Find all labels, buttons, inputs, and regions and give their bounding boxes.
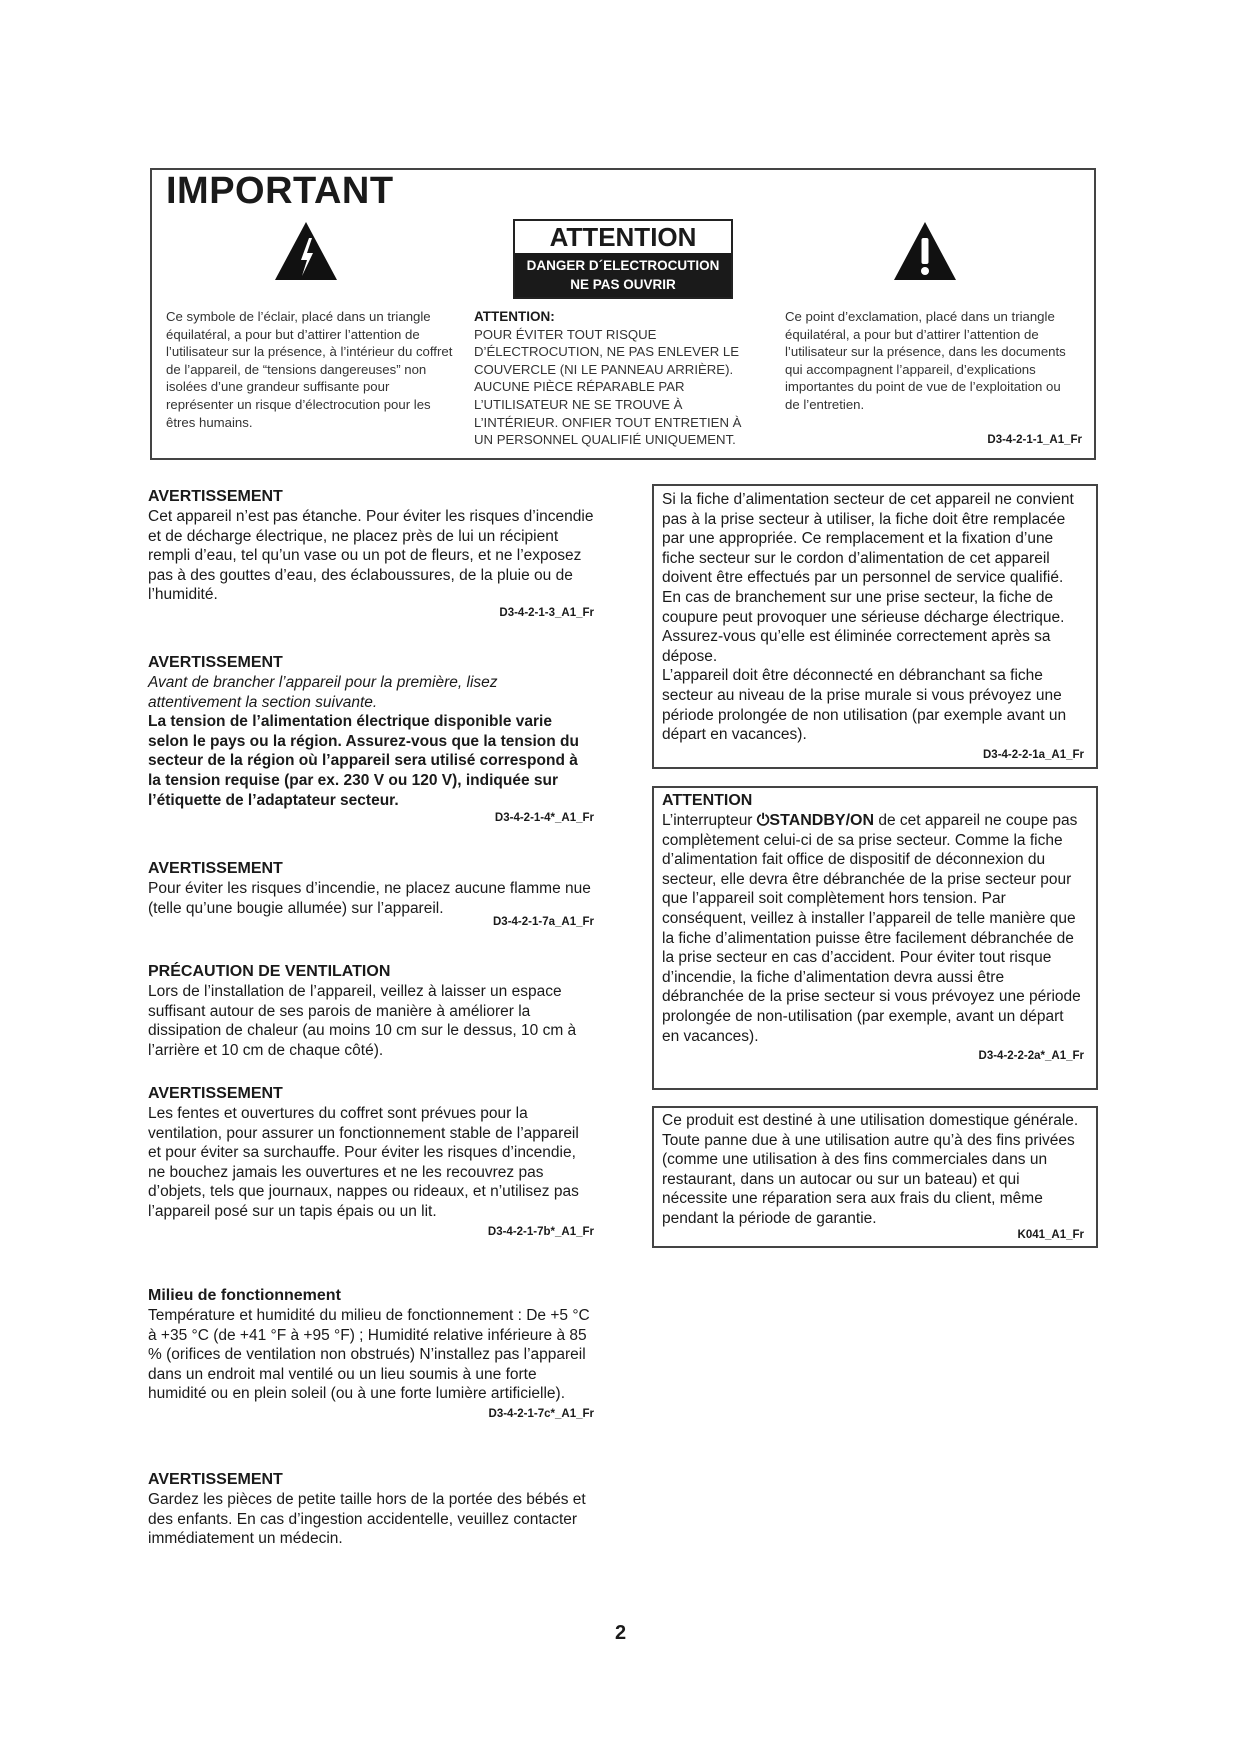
box-code: D3-4-2-2-1a_A1_Fr xyxy=(983,748,1084,761)
section-body: Pour éviter les risques d’incendie, ne placez aucune flamme nue (telle qu’une bougie allumée) sur l’appareil. xyxy=(148,880,591,917)
section-title: AVERTISSEMENT xyxy=(148,860,283,877)
box-body-pre: L’interrupteur xyxy=(662,812,757,829)
important-title: IMPORTANT xyxy=(166,170,394,212)
page-number: 2 xyxy=(614,1622,627,1644)
lightning-symbol-text: Ce symbole de l’éclair, placé dans un triangle équilatéral, a pour but d’attirer l’attention de l’utilisateur sur la présence, à l’intérieur du coffret de l’appareil, de “tensions dangereuses” non isolées d’une grandeur suffisante pour représenter un risque d’électrocution pour les êtres humains. xyxy=(166,309,453,430)
operating-environment xyxy=(148,1286,594,1420)
section-title: AVERTISSEMENT xyxy=(148,654,283,671)
danger-line-2: NE PAS OUVRIR xyxy=(570,277,676,292)
header-code: D3-4-2-1-1_A1_Fr xyxy=(987,434,1082,446)
section-italic-note: Avant de brancher l’appareil pour la première, lisez attentivement la section suivante. xyxy=(148,674,498,711)
section-code: D3-4-2-1-4*_A1_Fr xyxy=(494,812,594,825)
warning-small-parts xyxy=(148,1470,594,1549)
section-body: Les fentes et ouvertures du coffret sont prévues pour la ventilation, pour assurer un fonctionnement stable de l’appareil et pour éviter sa surchauffe. Pour éviter les risques d’incendie, ne bouchez jamais les ouvertures et ne les recouvrez pas d’objets, tels que journaux, nappes ou rideaux, et n’utilisez pas l’appareil posé sur un tapis épais ou un lit. xyxy=(148,1105,579,1220)
box-body-post: de cet appareil ne coupe pas complètement celui-ci de sa prise secteur. Comme la fiche d’alimentation fait office de dispositif de déconnexion du secteur, elle devra être débranchée de la prise secteur pour que l’appareil soit complètement hors tension. Par conséquent, veillez à installer l’appareil de telle manière que la fiche d’alimentation puisse être facilement débranchée de la prise secteur en cas d’accident. Pour éviter tout risque d’incendie, la fiche d’alimentation devra aussi être débranchée de la prise secteur si vous prévoyez une période prolongée de non-utilisation (par exemple, avant un départ en vacances). xyxy=(662,812,1081,1045)
attention-text: POUR ÉVITER TOUT RISQUE D’ÉLECTROCUTION, NE PAS ENLEVER LE COUVERCLE (NI LE PANNEAU ARRIÈRE). AUCUNE PIÈCE RÉPARABLE PAR L’UTILISATEUR NE SE TROUVE À L’INTÉRIEUR. ONFIER TOUT ENTRETIEN À UN PERSONNEL QUALIFIÉ UNIQUEMENT. xyxy=(474,326,742,448)
section-body: Cet appareil n’est pas étanche. Pour éviter les risques d’incendie et de décharge électrique, ne placez près de lui un récipient rempli d’eau, tel qu’un vase ou un pot de fleurs, et ne l’exposez pas à des gouttes d’eau, des éclaboussures, de la pluie ou de l’humidité. xyxy=(148,508,594,604)
section-title: PRÉCAUTION DE VENTILATION xyxy=(148,963,391,980)
warning-water xyxy=(148,487,594,619)
danger-line-1: DANGER D´ELECTROCUTION xyxy=(526,258,720,273)
standby-attention-box xyxy=(652,786,1098,1090)
attention-column xyxy=(474,308,764,449)
exclamation-symbol-text: Ce point d’exclamation, placé dans un triangle équilatéral, a pour but d’attirer l’attention de l’utilisateur sur la présence, dans les documents qui accompagnent l’appareil, d’explications importantes du point de vue de l’exploitation ou de l’entretien. xyxy=(785,309,1066,412)
box-title: ATTENTION xyxy=(662,792,753,809)
plug-replacement-box xyxy=(652,484,1098,769)
section-title: AVERTISSEMENT xyxy=(148,1085,283,1102)
box-body: Ce produit est destiné à une utilisation domestique générale. Toute panne due à une utilisation autre qu’à des fins privées (comme une utilisation à des fins commerciales dans un restaurant, dans un autocar ou sur un bateau) et qui nécessite une réparation sera aux frais du client, même pendant la période de garantie. xyxy=(662,1112,1079,1227)
section-body: Température et humidité du milieu de fonctionnement : De +5 °C à +35 °C (de +41 °F à +95 °F) ; Humidité relative inférieure à 85 % (orifices de ventilation non obstrués) N’installez pas l’appareil dans un endroit mal ventilé ou un lieu soumis à une forte humidité ou en plein soleil (ou à une forte lumière artificielle). xyxy=(148,1307,590,1403)
lightning-warning-icon xyxy=(273,220,339,282)
box-body: Si la fiche d’alimentation secteur de cet appareil ne convient pas à la prise secteur à utiliser, la fiche doit être remplacée par une appropriée. Ce remplacement et la fixation d’une fiche secteur sur le cordon d’alimentation de cet appareil doivent être effectués par un personnel de service qualifié. En cas de branchement sur une prise secteur, la fiche de coupure peut provoquer une sérieuse décharge électrique. Assurez-vous qu’elle est éliminée correctement après sa dépose. xyxy=(662,491,1074,665)
warning-flame xyxy=(148,859,594,928)
section-code: D3-4-2-1-7b*_A1_Fr xyxy=(487,1225,594,1238)
section-code: D3-4-2-1-7a_A1_Fr xyxy=(493,916,594,929)
ventilation-precaution xyxy=(148,962,594,1060)
section-code: D3-4-2-1-7c*_A1_Fr xyxy=(488,1407,594,1420)
domestic-use-box xyxy=(652,1106,1098,1248)
warning-openings xyxy=(148,1084,594,1238)
box-body-2: L’appareil doit être déconnecté en débranchant sa fiche secteur au niveau de la prise murale si vous prévoyez une période prolongée de non utilisation (par exemple avant un départ en vacances). xyxy=(662,667,1067,744)
section-title: Milieu de fonctionnement xyxy=(148,1287,341,1304)
section-title: AVERTISSEMENT xyxy=(148,488,283,505)
section-bold-body: La tension de l’alimentation électrique disponible varie selon le pays ou la région. Assurez-vous que la tension du secteur de la région où l’appareil sera utilisé correspond à la tension requise (par ex. 230 V ou 120 V), indiquée sur l’étiquette de l’adaptateur secteur. xyxy=(148,713,579,809)
box-code: K041_A1_Fr xyxy=(1017,1228,1084,1241)
section-title: AVERTISSEMENT xyxy=(148,1471,283,1488)
section-body: Lors de l’installation de l’appareil, veillez à laisser un espace suffisant autour de ses parois de manière à améliorer la dissipation de chaleur (au moins 10 cm sur le dessus, 10 cm à l’arrière et 10 cm de chaque côté). xyxy=(148,983,577,1059)
section-body: Gardez les pièces de petite taille hors de la portée des bébés et des enfants. En cas d’ingestion accidentelle, veuillez contacter immédiatement un médecin. xyxy=(148,1491,586,1548)
exclamation-warning-icon xyxy=(892,220,958,282)
section-code: D3-4-2-1-3_A1_Fr xyxy=(499,606,594,619)
attention-heading: ATTENTION: xyxy=(474,309,555,324)
standby-on-label: ⏻STANDBY/ON xyxy=(756,812,875,829)
danger-band xyxy=(515,253,731,297)
warning-voltage xyxy=(148,653,594,824)
box-code: D3-4-2-2-2a*_A1_Fr xyxy=(978,1050,1084,1063)
attention-label: ATTENTION xyxy=(549,222,697,252)
box-body xyxy=(662,811,1084,1046)
